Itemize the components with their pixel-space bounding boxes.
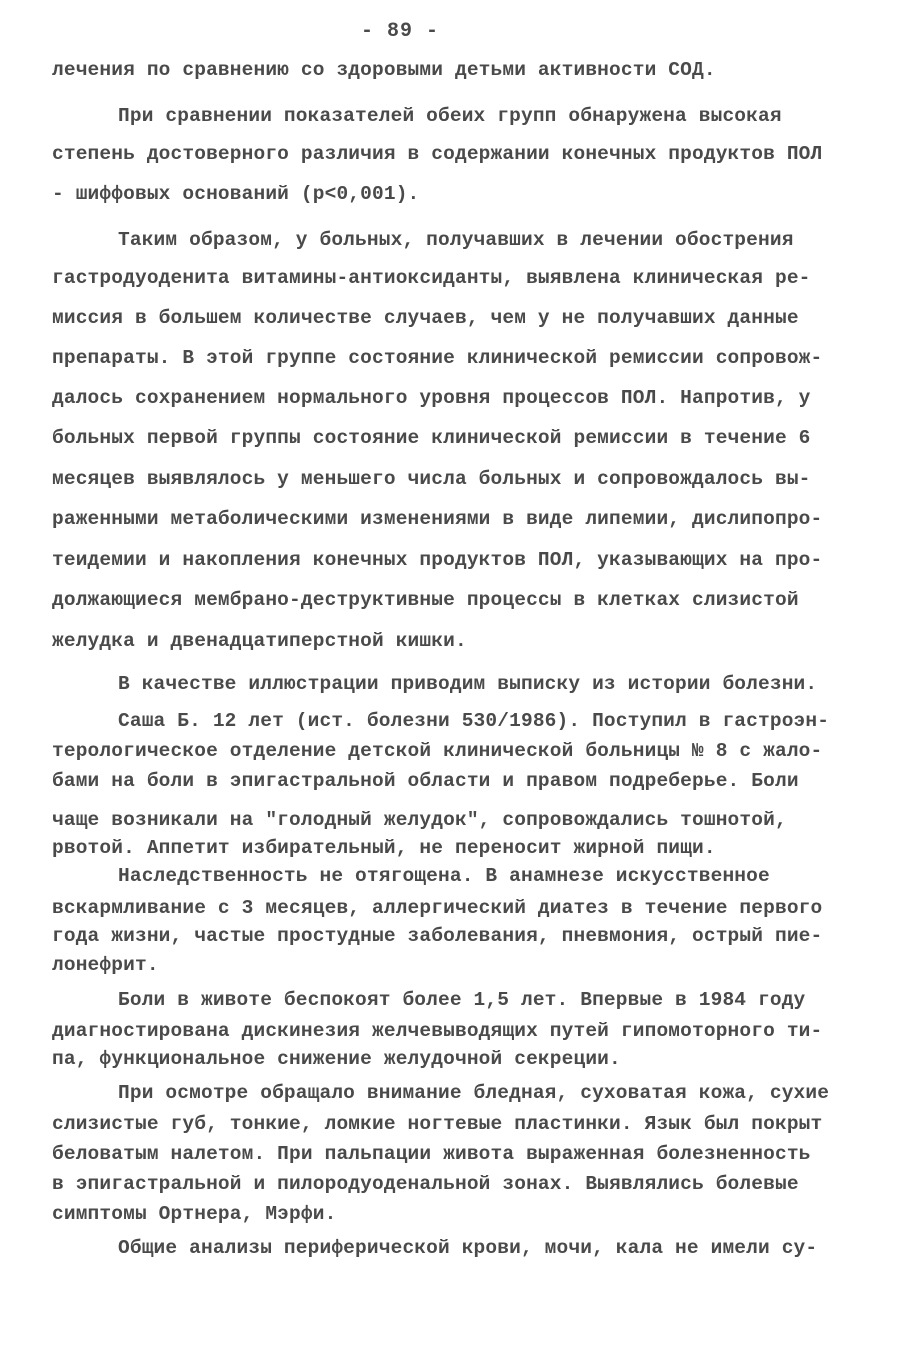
text-line: теидемии и накопления конечных продуктов ПОЛ, указывающих на про- [52,549,823,571]
text-line: беловатым налетом. При пальпации живота выраженная болезненность [52,1143,811,1165]
text-line: в эпигастральной и пилородуоденальной зонах. Выявлялись болевые [52,1173,799,1195]
text-line: чаще возникали на "голодный желудок", сопровождались тошнотой, [52,809,787,831]
text-line: Таким образом, у больных, получавших в лечении обострения [118,229,794,251]
text-line: лечения по сравнению со здоровыми детьми активности СОД. [52,59,716,81]
text-line: Боли в животе беспокоят более 1,5 лет. Впервые в 1984 году [118,989,806,1011]
page-number: - 89 - [360,20,439,43]
text-line: Саша Б. 12 лет (ист. болезни 530/1986). Поступил в гастроэн- [118,710,830,732]
text-line: бами на боли в эпигастральной области и правом подреберье. Боли [52,770,799,792]
text-line: года жизни, частые простудные заболевания, пневмония, острый пие- [52,925,823,947]
text-line: миссия в большем количестве случаев, чем у не получавших данные [52,307,799,329]
text-line: вскармливание с 3 месяцев, аллергический диатез в течение первого [52,897,823,919]
text-line: диагностирована дискинезия желчевыводящих путей гипомоторного ти- [52,1020,823,1042]
text-line: При сравнении показателей обеих групп обнаружена высокая [118,105,782,127]
text-line: па, функциональное снижение желудочной секреции. [52,1048,621,1070]
text-line: лонефрит. [52,954,159,976]
text-line: При осмотре обращало внимание бледная, суховатая кожа, сухие [118,1082,830,1104]
text-line: терологическое отделение детской клинической больницы № 8 с жало- [52,740,823,762]
text-line: рвотой. Аппетит избирательный, не переносит жирной пищи. [52,837,716,859]
text-line: степень достоверного различия в содержании конечных продуктов ПОЛ [52,143,823,165]
text-line: месяцев выявлялось у меньшего числа больных и сопровождалось вы- [52,468,811,490]
text-line: гастродуоденита витамины-антиоксиданты, выявлена клиническая ре- [52,267,811,289]
text-line: - шиффовых оснований (p<0,001). [52,183,420,205]
text-line: желудка и двенадцатиперстной кишки. [52,630,467,652]
text-line: препараты. В этой группе состояние клинической ремиссии сопровож- [52,347,823,369]
text-line: В качестве иллюстрации приводим выписку из истории болезни. [118,673,818,695]
text-line: раженными метаболическими изменениями в виде липемии, дислипопро- [52,508,823,530]
text-line: должающиеся мембрано-деструктивные процессы в клетках слизистой [52,589,799,611]
text-line: симптомы Ортнера, Мэрфи. [52,1203,337,1225]
text-line: слизистые губ, тонкие, ломкие ногтевые пластинки. Язык был покрыт [52,1113,823,1135]
text-line: Общие анализы периферической крови, мочи, кала не имели су- [118,1237,818,1259]
text-line: больных первой группы состояние клинической ремиссии в течение 6 [52,427,811,449]
text-line: Наследственность не отягощена. В анамнезе искусственное [118,865,770,887]
text-line: далось сохранением нормального уровня процессов ПОЛ. Напротив, у [52,387,811,409]
